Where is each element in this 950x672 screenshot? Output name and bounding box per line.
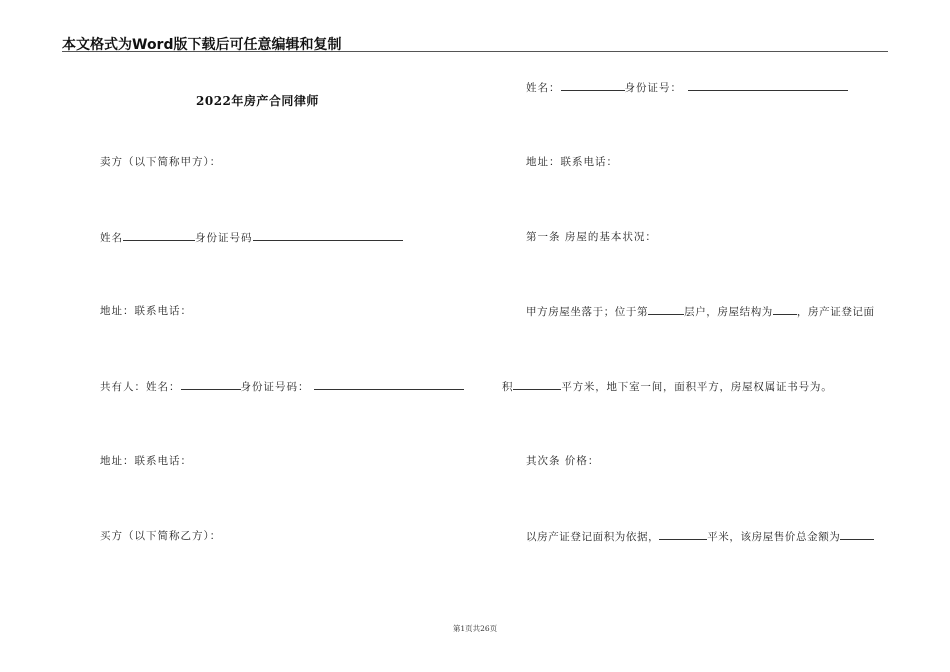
article1-p1-text-a: 甲方房屋坐落于；位于第 — [526, 306, 649, 318]
article1-p1-text-b: 层户，房屋结构为 — [684, 306, 773, 318]
coowner-line — [100, 378, 464, 394]
coowner-id-label: 身份证号码： — [240, 381, 310, 393]
structure-blank — [773, 303, 797, 315]
seller-name-blank — [123, 229, 195, 241]
seller-id-blank — [253, 229, 403, 241]
buyer-label: 买方（以下简称乙方）： — [100, 530, 222, 542]
coowner-id-blank — [314, 378, 464, 390]
article1-p1-text-c: ，房产证登记面 — [796, 306, 875, 318]
coowner-address: 地址：联系电话： — [100, 455, 192, 467]
article1-p2-text-a: 积 — [502, 381, 514, 393]
total-price-blank — [840, 528, 874, 540]
header-title: 本文格式为Word版下载后可任意编辑和复制 — [62, 37, 342, 53]
buyer-name-label: 姓名： — [526, 82, 561, 94]
seller-address: 地址：联系电话： — [100, 305, 192, 317]
article1-paragraph-line2 — [502, 378, 833, 394]
article2-p1-text-a: 以房产证登记面积为依据， — [526, 531, 660, 543]
seller-name-label: 姓名 — [100, 232, 123, 244]
page-number: 第1页共26页 — [452, 624, 498, 633]
coowner-label: 共有人：姓名： — [100, 381, 181, 393]
buyer-name-blank — [561, 79, 625, 91]
area-blank — [513, 378, 561, 390]
article2-heading: 其次条 价格： — [526, 455, 600, 467]
article1-paragraph-line1 — [526, 303, 875, 319]
article1-p2-text-b: 平方米，地下室一间，面积平方，房屋权属证书号为。 — [561, 381, 833, 393]
header-divider — [62, 51, 888, 52]
buyer-id-blank — [688, 79, 848, 91]
coowner-name-blank — [181, 378, 241, 390]
article1-heading: 第一条 房屋的基本状况： — [526, 231, 657, 243]
buyer-name-line — [526, 79, 848, 95]
seller-id-label: 身份证号码 — [195, 232, 253, 244]
document-title: 2022年房产合同律师 — [196, 94, 319, 108]
floor-blank — [648, 303, 684, 315]
seller-label: 卖方（以下简称甲方）： — [100, 156, 222, 168]
buyer-address: 地址：联系电话： — [526, 156, 618, 168]
article2-paragraph-line1 — [526, 528, 874, 544]
buyer-id-label: 身份证号： — [624, 82, 682, 94]
seller-name-line — [100, 229, 403, 245]
registered-area-blank — [659, 528, 707, 540]
article2-p1-text-b: 平米，该房屋售价总金额为 — [707, 531, 841, 543]
